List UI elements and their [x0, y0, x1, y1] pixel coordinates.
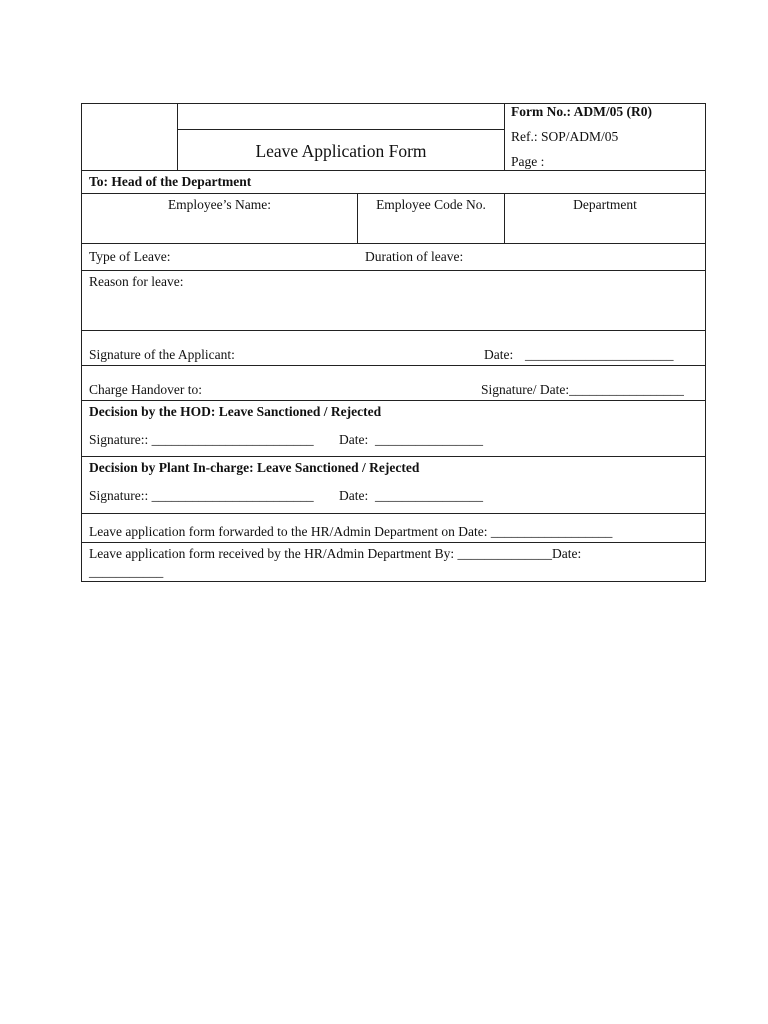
- form-number: Form No.: ADM/05 (R0): [511, 104, 652, 119]
- plant-signature: Signature:: ________________________: [89, 488, 314, 503]
- rule: [504, 103, 505, 170]
- applicant-signature-label: Signature of the Applicant:: [89, 347, 235, 362]
- hr-forwarded-line: Leave application form forwarded to the HR/Admin Department on Date: __________________: [89, 524, 613, 539]
- rule: [177, 129, 504, 130]
- hod-date: Date: ________________: [339, 432, 483, 447]
- duration-of-leave-label: Duration of leave:: [365, 249, 464, 264]
- hod-signature: Signature:: ________________________: [89, 432, 314, 447]
- rule: [81, 103, 82, 582]
- rule: [81, 270, 706, 271]
- rule: [81, 170, 706, 171]
- page-label: Page :: [511, 154, 545, 169]
- rule: [81, 243, 706, 244]
- form-title: Leave Application Form: [255, 141, 427, 161]
- rule: [81, 193, 706, 194]
- hr-received-line: Leave application form received by the HR/Admin Department By: ______________Date:: [89, 546, 582, 561]
- rule: [81, 400, 706, 401]
- rule: [705, 103, 706, 582]
- rule: [81, 330, 706, 331]
- department-label: Department: [573, 197, 637, 212]
- handover-signature-date: Signature/ Date:_________________: [481, 382, 684, 397]
- reason-for-leave-label: Reason for leave:: [89, 274, 184, 289]
- hr-received-date-blank: ___________: [89, 564, 164, 579]
- type-of-leave-label: Type of Leave:: [89, 249, 171, 264]
- employee-name-label: Employee’s Name:: [167, 197, 272, 212]
- applicant-date-label: Date:: [484, 347, 514, 362]
- rule: [81, 513, 706, 514]
- rule: [81, 365, 706, 366]
- rule: [81, 456, 706, 457]
- employee-code-label: Employee Code No.: [376, 197, 486, 212]
- plant-date: Date: ________________: [339, 488, 483, 503]
- plant-decision-heading: Decision by Plant In-charge: Leave Sanctioned / Rejected: [89, 460, 420, 475]
- applicant-date-blank: ______________________: [525, 347, 674, 362]
- hod-decision-heading: Decision by the HOD: Leave Sanctioned / Rejected: [89, 404, 382, 419]
- reference: Ref.: SOP/ADM/05: [511, 129, 619, 144]
- charge-handover-label: Charge Handover to:: [89, 382, 202, 397]
- rule: [81, 581, 706, 582]
- rule: [81, 542, 706, 543]
- addressee: To: Head of the Department: [89, 174, 252, 189]
